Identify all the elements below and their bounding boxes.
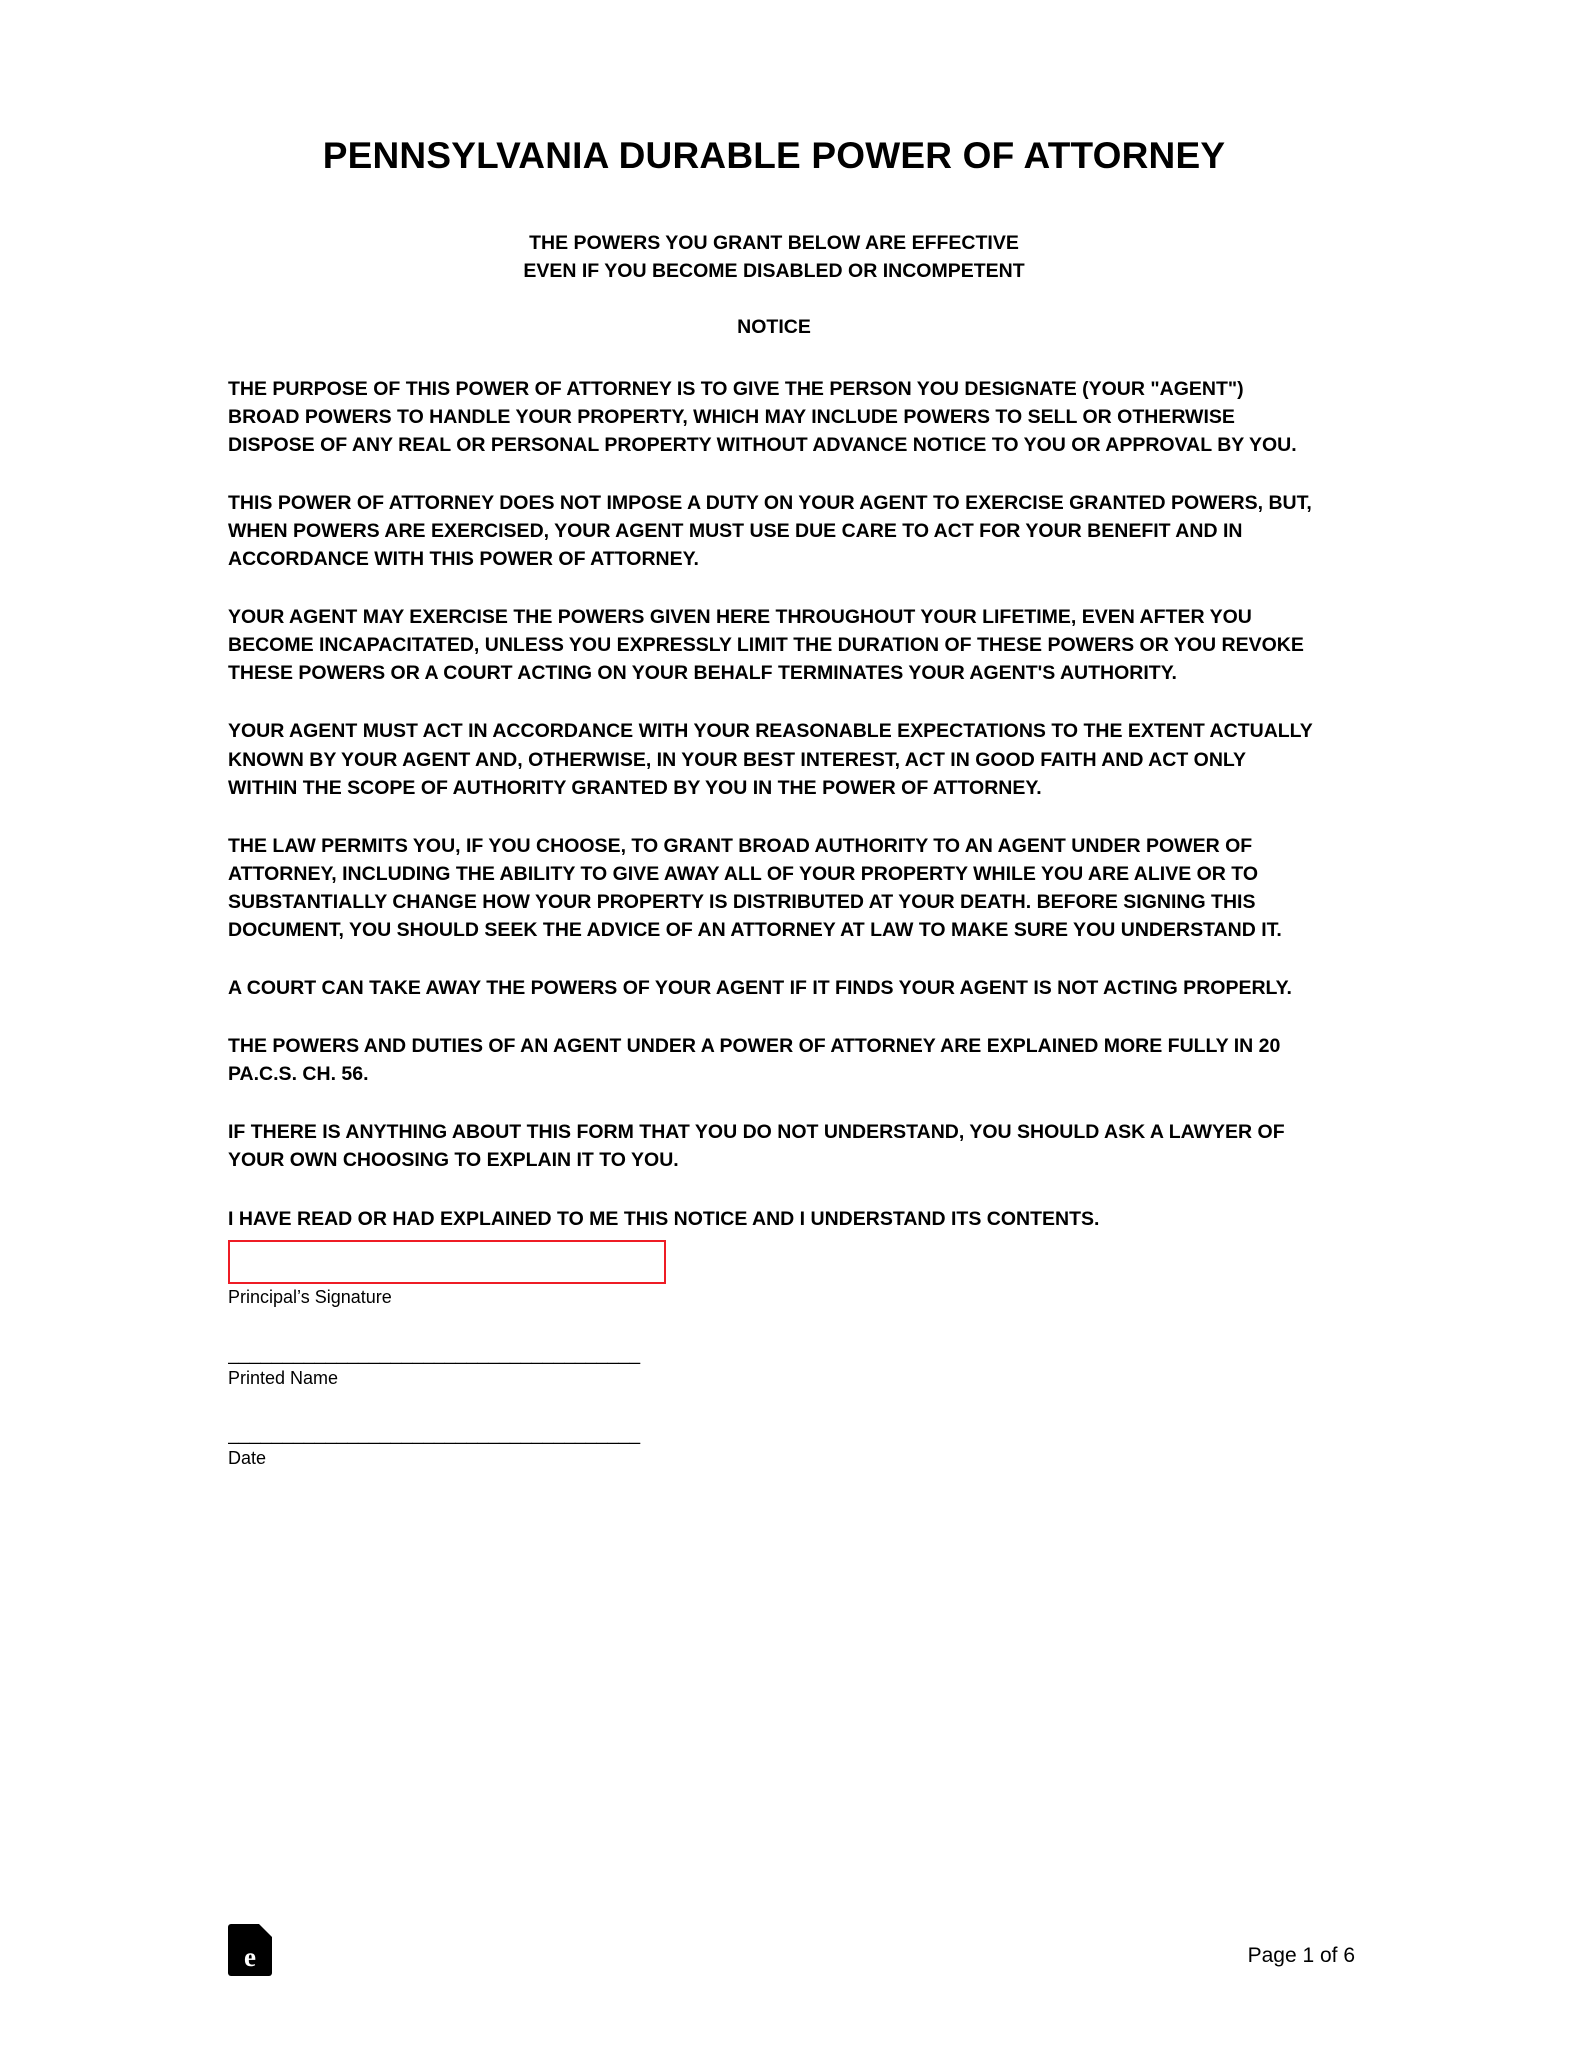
document-body (228, 0, 1320, 1469)
page-footer (228, 1916, 1355, 1976)
page-number: Page 1 of 6 (1247, 1944, 1355, 1967)
date-field[interactable]: ______________________________________ (228, 1425, 641, 1445)
notice-heading: NOTICE (737, 315, 811, 338)
notice-paragraph: YOUR AGENT MAY EXERCISE THE POWERS GIVEN HERE THROUGHOUT YOUR LIFETIME, EVEN AFTER YOU BECOME INCAPACITATED, UNLESS YOU EXPRESSLY LIMIT THE DURATION OF THESE POWERS OR YOU REVOKE THESE POWERS OR A COURT ACTING ON YOUR BEHALF TERMINATES YOUR AGENT'S AUTHORITY. (228, 606, 1304, 685)
notice-paragraph: THIS POWER OF ATTORNEY DOES NOT IMPOSE A DUTY ON YOUR AGENT TO EXERCISE GRANTED POWERS, BUT, WHEN POWERS ARE EXERCISED, YOUR AGENT MUST USE DUE CARE TO ACT FOR YOUR BENEFIT AND IN ACCORDANCE WITH THIS POWER OF ATTORNEY. (228, 492, 1312, 571)
eforms-logo-icon (228, 1924, 272, 1976)
subtitle-line-2: EVEN IF YOU BECOME DISABLED OR INCOMPETENT (523, 260, 1025, 283)
acknowledgement-statement: I HAVE READ OR HAD EXPLAINED TO ME THIS NOTICE AND I UNDERSTAND ITS CONTENTS. (228, 1208, 1100, 1231)
printed-name-label: Printed Name (228, 1367, 339, 1388)
principal-signature-label: Principal’s Signature (228, 1287, 392, 1308)
notice-paragraph: YOUR AGENT MUST ACT IN ACCORDANCE WITH YOUR REASONABLE EXPECTATIONS TO THE EXTENT ACTUALLY KNOWN BY YOUR AGENT AND, OTHERWISE, IN YOUR BEST INTEREST, ACT IN GOOD FAITH AND ACT ONLY WITHIN THE SCOPE OF AUTHORITY GRANTED BY YOU IN THE POWER OF ATTORNEY. (228, 720, 1313, 799)
notice-paragraph: A COURT CAN TAKE AWAY THE POWERS OF YOUR AGENT IF IT FINDS YOUR AGENT IS NOT ACTING PROPERLY. (228, 977, 1292, 1000)
notice-paragraph: THE LAW PERMITS YOU, IF YOU CHOOSE, TO GRANT BROAD AUTHORITY TO AN AGENT UNDER POWER OF ATTORNEY, INCLUDING THE ABILITY TO GIVE AWAY ALL OF YOUR PROPERTY WHILE YOU ARE ALIVE OR TO SUBSTANTIALLY CHANGE HOW YOUR PROPERTY IS DISTRIBUTED AT YOUR DEATH. BEFORE SIGNING THIS DOCUMENT, YOU SHOULD SEEK THE ADVICE OF AN ATTORNEY AT LAW TO MAKE SURE YOU UNDERSTAND IT. (228, 834, 1282, 941)
principal-signature-field[interactable] (228, 1240, 666, 1284)
page-title: PENNSYLVANIA DURABLE POWER OF ATTORNEY (322, 135, 1226, 176)
document-corner-fold-icon (259, 1924, 272, 1937)
date-label: Date (228, 1447, 267, 1468)
notice-paragraph: THE PURPOSE OF THIS POWER OF ATTORNEY IS TO GIVE THE PERSON YOU DESIGNATE (YOUR "AGENT") BROAD POWERS TO HANDLE YOUR PROPERTY, WHICH MAY INCLUDE POWERS TO SELL OR OTHERWISE DISPOSE OF ANY REAL OR PERSONAL PROPERTY WITHOUT ADVANCE NOTICE TO YOU OR APPROVAL BY YOU. (228, 377, 1297, 456)
subtitle-line-1: THE POWERS YOU GRANT BELOW ARE EFFECTIVE (529, 232, 1019, 255)
notice-paragraph: THE POWERS AND DUTIES OF AN AGENT UNDER A POWER OF ATTORNEY ARE EXPLAINED MORE FULLY IN 20 PA.C.S. CH. 56. (228, 1035, 1281, 1086)
document-subtitle (228, 230, 1320, 285)
notice-paragraph: IF THERE IS ANYTHING ABOUT THIS FORM THAT YOU DO NOT UNDERSTAND, YOU SHOULD ASK A LAWYER OF YOUR OWN CHOOSING TO EXPLAIN IT TO YOU. (228, 1121, 1285, 1172)
printed-name-field[interactable]: ______________________________________ (228, 1345, 641, 1365)
logo-letter: e (244, 1942, 256, 1972)
